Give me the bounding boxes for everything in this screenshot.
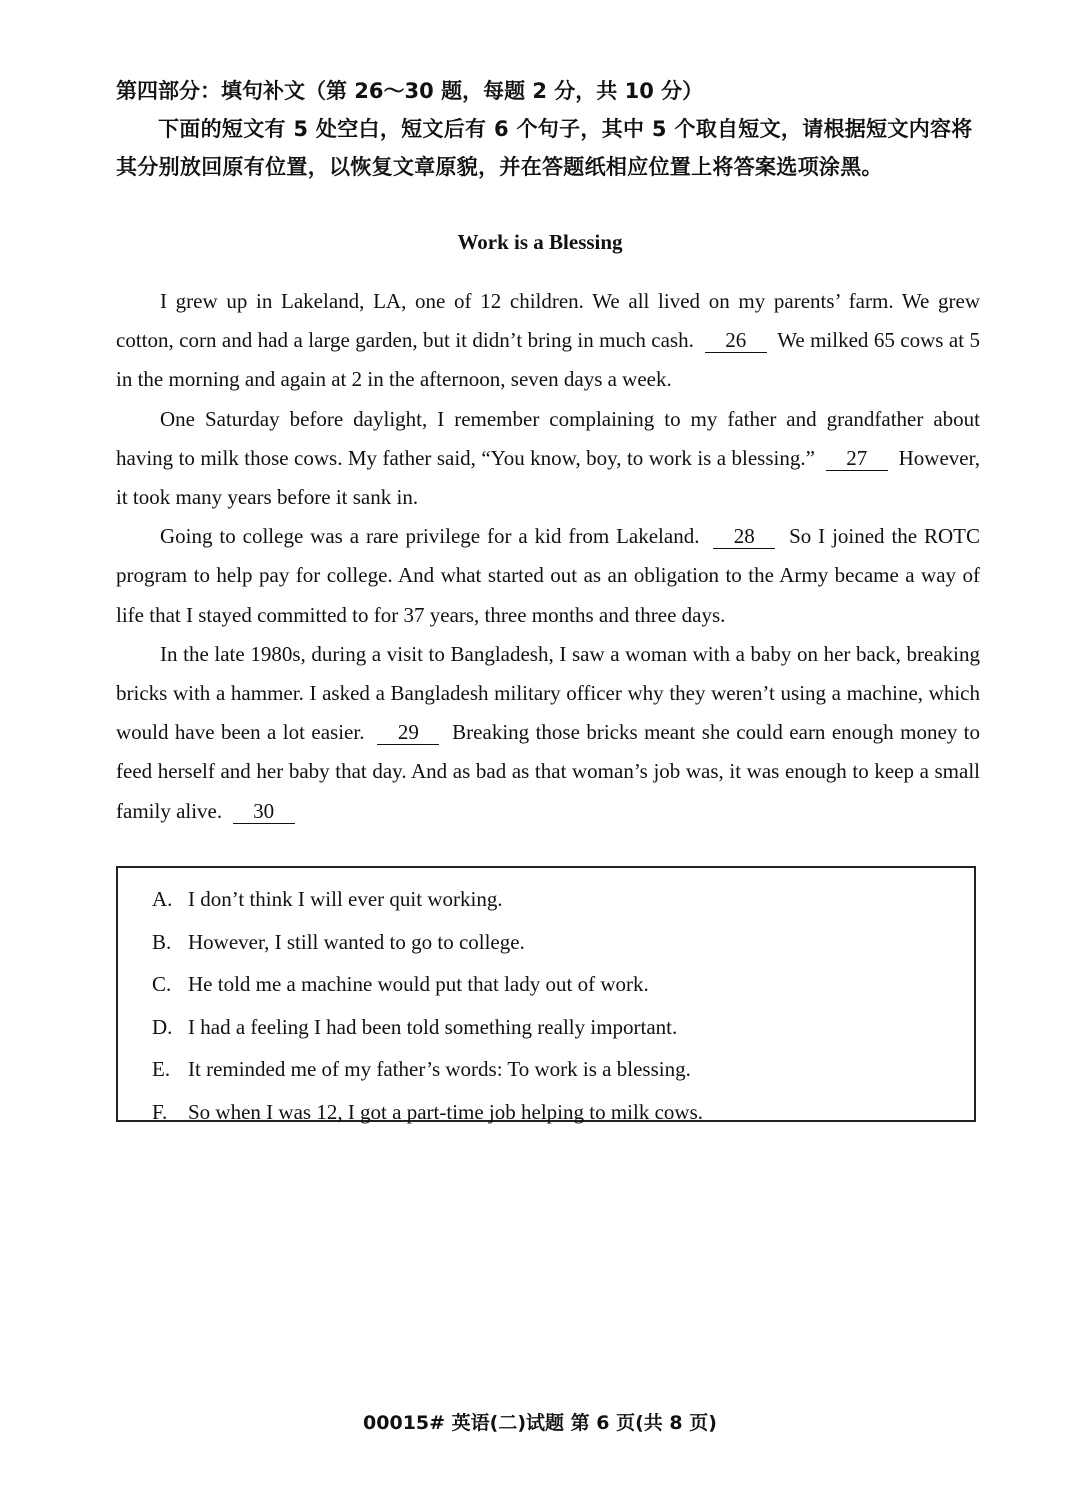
paragraph-4-text-before: In the late 1980s, during a visit to Bangladesh, I saw a woman with a baby on her back, breaking bricks with a hammer. I asked a Bangladesh military officer why they weren’t using a machine, which would have been a lot easier. xyxy=(116,641,980,745)
section-heading: 第四部分：填句补文（第 26～30 题，每题 2 分，共 10 分） xyxy=(116,79,704,103)
option-e-letter: E. xyxy=(152,1057,171,1081)
option-f xyxy=(152,1091,974,1134)
option-f-text: So when I was 12, I got a part-time job helping to milk cows. xyxy=(188,1099,704,1124)
paragraph-4-text-middle: Breaking those bricks meant she could earn enough money to feed herself and her baby that day. And as bad as that woman’s job was, it was enough to keep a small family alive. xyxy=(116,720,981,823)
option-d-letter: D. xyxy=(152,1014,173,1039)
option-d-text: I had a feeling I had been told something really important. xyxy=(188,1014,678,1039)
option-c-letter: C. xyxy=(152,972,172,996)
option-e xyxy=(152,1048,974,1091)
option-b-text: However, I still wanted to go to college. xyxy=(188,929,525,954)
paragraph-3-text-after: So I joined the ROTC program to help pay for college. And what started out as an obligation to the Army became a way of life that I stayed committed to for 37 years, three months and three days. xyxy=(116,524,981,627)
paragraph-4 xyxy=(116,635,980,831)
option-a-text: I don’t think I will ever quit working. xyxy=(188,887,503,911)
paragraph-1 xyxy=(116,282,980,400)
passage-title: Work is a Blessing xyxy=(457,230,623,254)
option-e-text: It reminded me of my father’s words: To work is a blessing. xyxy=(188,1057,691,1081)
section-instructions: 下面的短文有 5 处空白，短文后有 6 个句子，其中 5 个取自短文，请根据短文内容将其分别放回原有位置，以恢复文章原貌，并在答题纸相应位置上将答案选项涂黑。 xyxy=(116,117,973,179)
paragraph-2 xyxy=(116,400,980,518)
option-c xyxy=(152,963,974,1006)
page-footer: 00015# 英语(二)试题 第 6 页(共 8 页) xyxy=(363,1412,717,1434)
blank-28: 28 xyxy=(713,524,775,549)
paragraph-3 xyxy=(116,517,980,635)
option-b-letter: B. xyxy=(152,929,172,954)
paragraph-3-text-before: Going to college was a rare privilege for a kid from Lakeland. xyxy=(160,524,700,549)
paragraph-1-text-after: We milked 65 cows at 5 in the morning and again at 2 in the afternoon, seven days a week. xyxy=(116,328,980,392)
passage-body xyxy=(116,282,980,831)
option-d xyxy=(152,1006,974,1049)
option-b xyxy=(152,921,974,964)
option-c-text: He told me a machine would put that lady out of work. xyxy=(188,972,649,996)
section-header xyxy=(116,72,986,186)
paragraph-2-text-after: However, it took many years before it sank in. xyxy=(116,445,980,510)
option-a xyxy=(152,878,974,921)
blank-29: 29 xyxy=(377,720,439,745)
option-f-letter: F. xyxy=(152,1099,168,1124)
options-box xyxy=(116,866,976,1122)
option-a-letter: A. xyxy=(152,887,173,911)
paragraph-2-text-before: One Saturday before daylight, I remember complaining to my father and grandfather about having to milk those cows. My father said, “You know, boy, to work is a blessing.” xyxy=(116,406,980,470)
blank-30: 30 xyxy=(233,799,295,824)
blank-27: 27 xyxy=(826,446,888,471)
paragraph-1-text-before: I grew up in Lakeland, LA, one of 12 children. We all lived on my parents’ farm. We grew cotton, corn and had a large garden, but it didn’t bring in much cash. xyxy=(116,289,980,353)
blank-26: 26 xyxy=(705,328,767,353)
